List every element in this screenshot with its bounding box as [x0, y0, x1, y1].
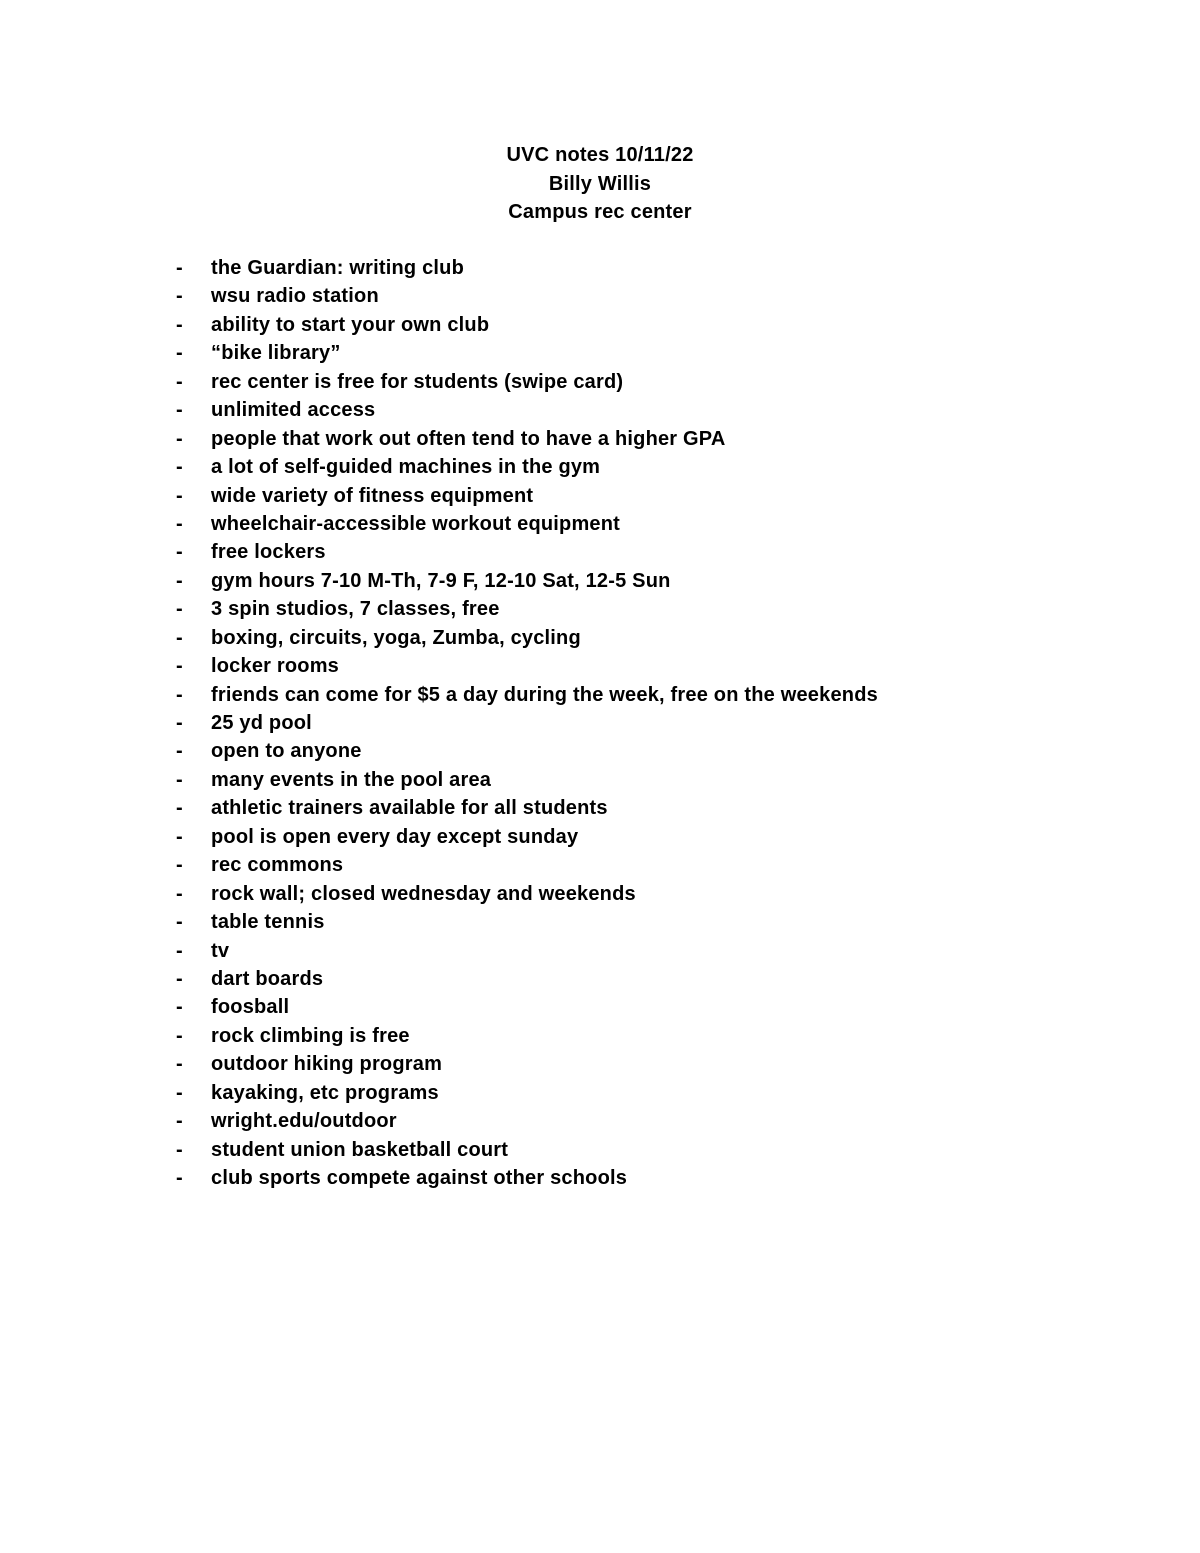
list-item	[0, 453, 1200, 481]
bullet-dash: -	[176, 598, 183, 621]
list-item	[0, 908, 1200, 936]
bullet-dash: -	[176, 996, 183, 1019]
list-item	[0, 993, 1200, 1021]
list-item	[0, 823, 1200, 851]
bullet-dash: -	[176, 967, 183, 990]
note-text: tv	[211, 939, 230, 962]
bullet-dash: -	[176, 456, 183, 479]
bullet-dash: -	[176, 1138, 183, 1161]
bullet-dash: -	[176, 285, 183, 308]
bullet-dash: -	[176, 768, 183, 791]
list-item	[0, 1050, 1200, 1078]
list-item	[0, 396, 1200, 424]
bullet-dash: -	[176, 399, 183, 422]
note-text: table tennis	[211, 911, 325, 934]
author-name: Billy Willis	[548, 172, 652, 195]
list-item	[0, 254, 1200, 282]
list-item	[0, 965, 1200, 993]
bullet-dash: -	[176, 1110, 183, 1133]
bullet-dash: -	[176, 939, 183, 962]
note-text: rock wall; closed wednesday and weekends	[211, 882, 636, 905]
bullet-dash: -	[176, 882, 183, 905]
list-item	[0, 510, 1200, 538]
bullet-dash: -	[176, 911, 183, 934]
notes-list	[0, 254, 1200, 1192]
document-subject: Campus rec center	[508, 201, 692, 224]
list-item	[0, 737, 1200, 765]
list-item	[0, 624, 1200, 652]
list-item	[0, 1107, 1200, 1135]
bullet-dash: -	[176, 1024, 183, 1047]
note-text: the Guardian: writing club	[211, 257, 464, 279]
bullet-dash: -	[176, 655, 183, 678]
list-item	[0, 595, 1200, 623]
note-text: boxing, circuits, yoga, Zumba, cycling	[211, 626, 581, 649]
note-text: ability to start your own club	[211, 313, 490, 336]
note-text: wright.edu/outdoor	[211, 1110, 397, 1133]
bullet-dash: -	[176, 342, 183, 365]
list-item	[0, 567, 1200, 595]
list-item	[0, 681, 1200, 709]
list-item	[0, 482, 1200, 510]
list-item	[0, 311, 1200, 339]
bullet-dash: -	[176, 569, 183, 592]
note-text: friends can come for $5 a day during the week, free on the weekends	[211, 683, 878, 706]
bullet-dash: -	[176, 740, 183, 763]
list-item	[0, 1022, 1200, 1050]
note-text: people that work out often tend to have a higher GPA	[211, 427, 726, 450]
note-text: rock climbing is free	[211, 1024, 410, 1047]
bullet-dash: -	[176, 484, 183, 507]
note-text: a lot of self-guided machines in the gym	[211, 456, 601, 479]
bullet-dash: -	[176, 1081, 183, 1104]
note-text: unlimited access	[211, 399, 376, 422]
list-item	[0, 766, 1200, 794]
bullet-dash: -	[176, 825, 183, 848]
bullet-dash: -	[176, 541, 183, 564]
note-text: 25 yd pool	[211, 712, 312, 734]
note-text: wsu radio station	[211, 285, 379, 308]
document-title: UVC notes 10/11/22	[506, 144, 694, 166]
note-text: many events in the pool area	[211, 768, 492, 791]
bullet-dash: -	[176, 370, 183, 393]
note-text: athletic trainers available for all students	[211, 797, 608, 820]
list-item	[0, 652, 1200, 680]
note-text: outdoor hiking program	[211, 1053, 443, 1076]
list-item	[0, 1136, 1200, 1164]
list-item	[0, 880, 1200, 908]
bullet-dash: -	[176, 712, 183, 734]
note-text: pool is open every day except sunday	[211, 825, 579, 848]
document-header	[0, 141, 1200, 227]
note-text: student union basketball court	[211, 1138, 509, 1161]
bullet-dash: -	[176, 797, 183, 820]
note-text: gym hours 7-10 M-Th, 7-9 F, 12-10 Sat, 12-5 Sun	[211, 569, 671, 592]
bullet-dash: -	[176, 683, 183, 706]
list-item	[0, 937, 1200, 965]
list-item	[0, 339, 1200, 367]
bullet-dash: -	[176, 1167, 183, 1189]
note-text: rec commons	[211, 854, 344, 877]
bullet-dash: -	[176, 257, 183, 279]
list-item	[0, 282, 1200, 310]
list-item	[0, 538, 1200, 566]
note-text: club sports compete against other schools	[211, 1167, 628, 1189]
bullet-dash: -	[176, 854, 183, 877]
bullet-dash: -	[176, 1053, 183, 1076]
list-item	[0, 425, 1200, 453]
bullet-dash: -	[176, 512, 183, 535]
bullet-dash: -	[176, 427, 183, 450]
note-text: dart boards	[211, 967, 324, 990]
list-item	[0, 709, 1200, 737]
list-item	[0, 851, 1200, 879]
bullet-dash: -	[176, 313, 183, 336]
note-text: kayaking, etc programs	[211, 1081, 439, 1104]
list-item	[0, 1164, 1200, 1192]
list-item	[0, 794, 1200, 822]
bullet-dash: -	[176, 626, 183, 649]
note-text: wheelchair-accessible workout equipment	[211, 512, 621, 535]
note-text: locker rooms	[211, 655, 340, 678]
note-text: rec center is free for students (swipe card)	[211, 370, 624, 393]
note-text: 3 spin studios, 7 classes, free	[211, 598, 500, 621]
list-item	[0, 1079, 1200, 1107]
note-text: wide variety of fitness equipment	[211, 484, 534, 507]
note-text: “bike library”	[211, 342, 341, 365]
list-item	[0, 368, 1200, 396]
note-text: open to anyone	[211, 740, 362, 763]
note-text: free lockers	[211, 541, 326, 564]
note-text: foosball	[211, 996, 290, 1019]
